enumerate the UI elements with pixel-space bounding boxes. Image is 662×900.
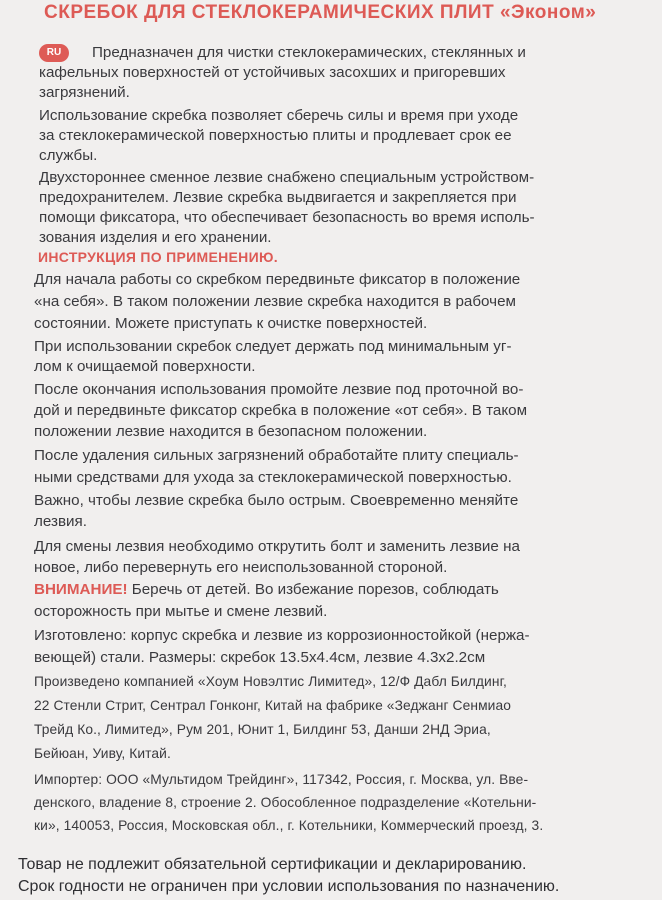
intro-line: Предназначен для чистки стеклокерамических, стеклянных и	[92, 44, 526, 61]
instructions-heading: ИНСТРУКЦИЯ ПО ПРИМЕНЕНИЮ.	[38, 249, 278, 265]
instruction-line: состоянии. Можете приступать к очистке поверхностей.	[34, 315, 428, 332]
instruction-line: Для начала работы со скребком передвиньте фиксатор в положение	[34, 271, 521, 288]
instruction-line: Важно, чтобы лезвие скребка было острым. Своевременно меняйте	[34, 492, 519, 509]
language-badge: RU	[39, 44, 69, 62]
intro-line: Двухстороннее сменное лезвие снабжено специальным устройством-	[39, 169, 535, 186]
footer-shelf-life: Срок годности не ограничен при условии использования по назначению.	[18, 878, 560, 895]
intro-line: Использование скребка позволяет сберечь силы и время при уходе	[39, 107, 519, 124]
instruction-line: дой и передвиньте фиксатор скребка в положение «от себя». В таком	[34, 402, 528, 419]
warning-label: ВНИМАНИЕ!	[34, 581, 128, 598]
instruction-line: лом к очищаемой поверхности.	[34, 358, 256, 375]
material-line: веющей) стали. Размеры: скребок 13.5х4.4см, лезвие 4.3х2.2см	[34, 649, 486, 666]
instruction-line: ными средствами для ухода за стеклокерамической поверхностью.	[34, 469, 512, 486]
footer-certification: Товар не подлежит обязательной сертификации и декларированию.	[18, 856, 527, 873]
warning-line-2: осторожность при мытье и смене лезвий.	[34, 603, 328, 620]
importer-line: ки», 140053, Россия, Московская обл., г. Котельники, Коммерческий проезд, 3.	[34, 818, 544, 833]
importer-line: денского, владение 8, строение 2. Обособленное подразделение «Котельни-	[34, 795, 537, 810]
intro-line: предохранителем. Лезвие скребка выдвигается и закрепляется при	[39, 189, 517, 206]
instruction-line: При использовании скребок следует держать под минимальным уг-	[34, 338, 512, 355]
instruction-line: Для смены лезвия необходимо открутить болт и заменить лезвие на	[34, 538, 520, 555]
material-line: Изготовлено: корпус скребка и лезвие из коррозионностойкой (нержа-	[34, 627, 530, 644]
warning-line	[34, 580, 499, 600]
manufacturer-line: Бейюан, Уиву, Китай.	[34, 746, 171, 761]
manufacturer-line: Произведено компанией «Хоум Новэлтис Лимитед», 12/Ф Дабл Билдинг,	[34, 674, 507, 689]
instruction-line: новое, либо перевернуть его неиспользованной стороной.	[34, 559, 448, 576]
product-title: СКРЕБОК ДЛЯ СТЕКЛОКЕРАМИЧЕСКИХ ПЛИТ «Эконом»	[44, 2, 597, 23]
warning-text: Беречь от детей. Во избежание порезов, соблюдать	[127, 581, 499, 598]
intro-line: службы.	[39, 147, 98, 164]
importer-line: Импортер: ООО «Мультидом Трейдинг», 117342, Россия, г. Москва, ул. Вве-	[34, 772, 529, 787]
instruction-line: лезвия.	[34, 513, 87, 530]
intro-line: зования изделия и его хранении.	[39, 229, 272, 246]
instruction-line: положении лезвие находится в безопасном положении.	[34, 423, 428, 440]
intro-line: загрязнений.	[39, 84, 130, 101]
intro-line: помощи фиксатора, что обеспечивает безопасность во время исполь-	[39, 209, 535, 226]
instruction-line: «на себя». В таком положении лезвие скребка находится в рабочем	[34, 293, 516, 310]
instruction-line: После окончания использования промойте лезвие под проточной во-	[34, 381, 524, 398]
intro-line: за стеклокерамической поверхностью плиты и продлевает срок ее	[39, 127, 512, 144]
manufacturer-line: 22 Стенли Стрит, Сентрал Гонконг, Китай на фабрике «Зеджанг Сенмиао	[34, 698, 512, 713]
instruction-line: После удаления сильных загрязнений обработайте плиту специаль-	[34, 447, 519, 464]
intro-line: кафельных поверхностей от устойчивых засохших и пригоревших	[39, 64, 506, 81]
manufacturer-line: Трейд Ко., Лимитед», Рум 201, Юнит 1, Билдинг 53, Данши 2НД Эриа,	[34, 722, 491, 737]
